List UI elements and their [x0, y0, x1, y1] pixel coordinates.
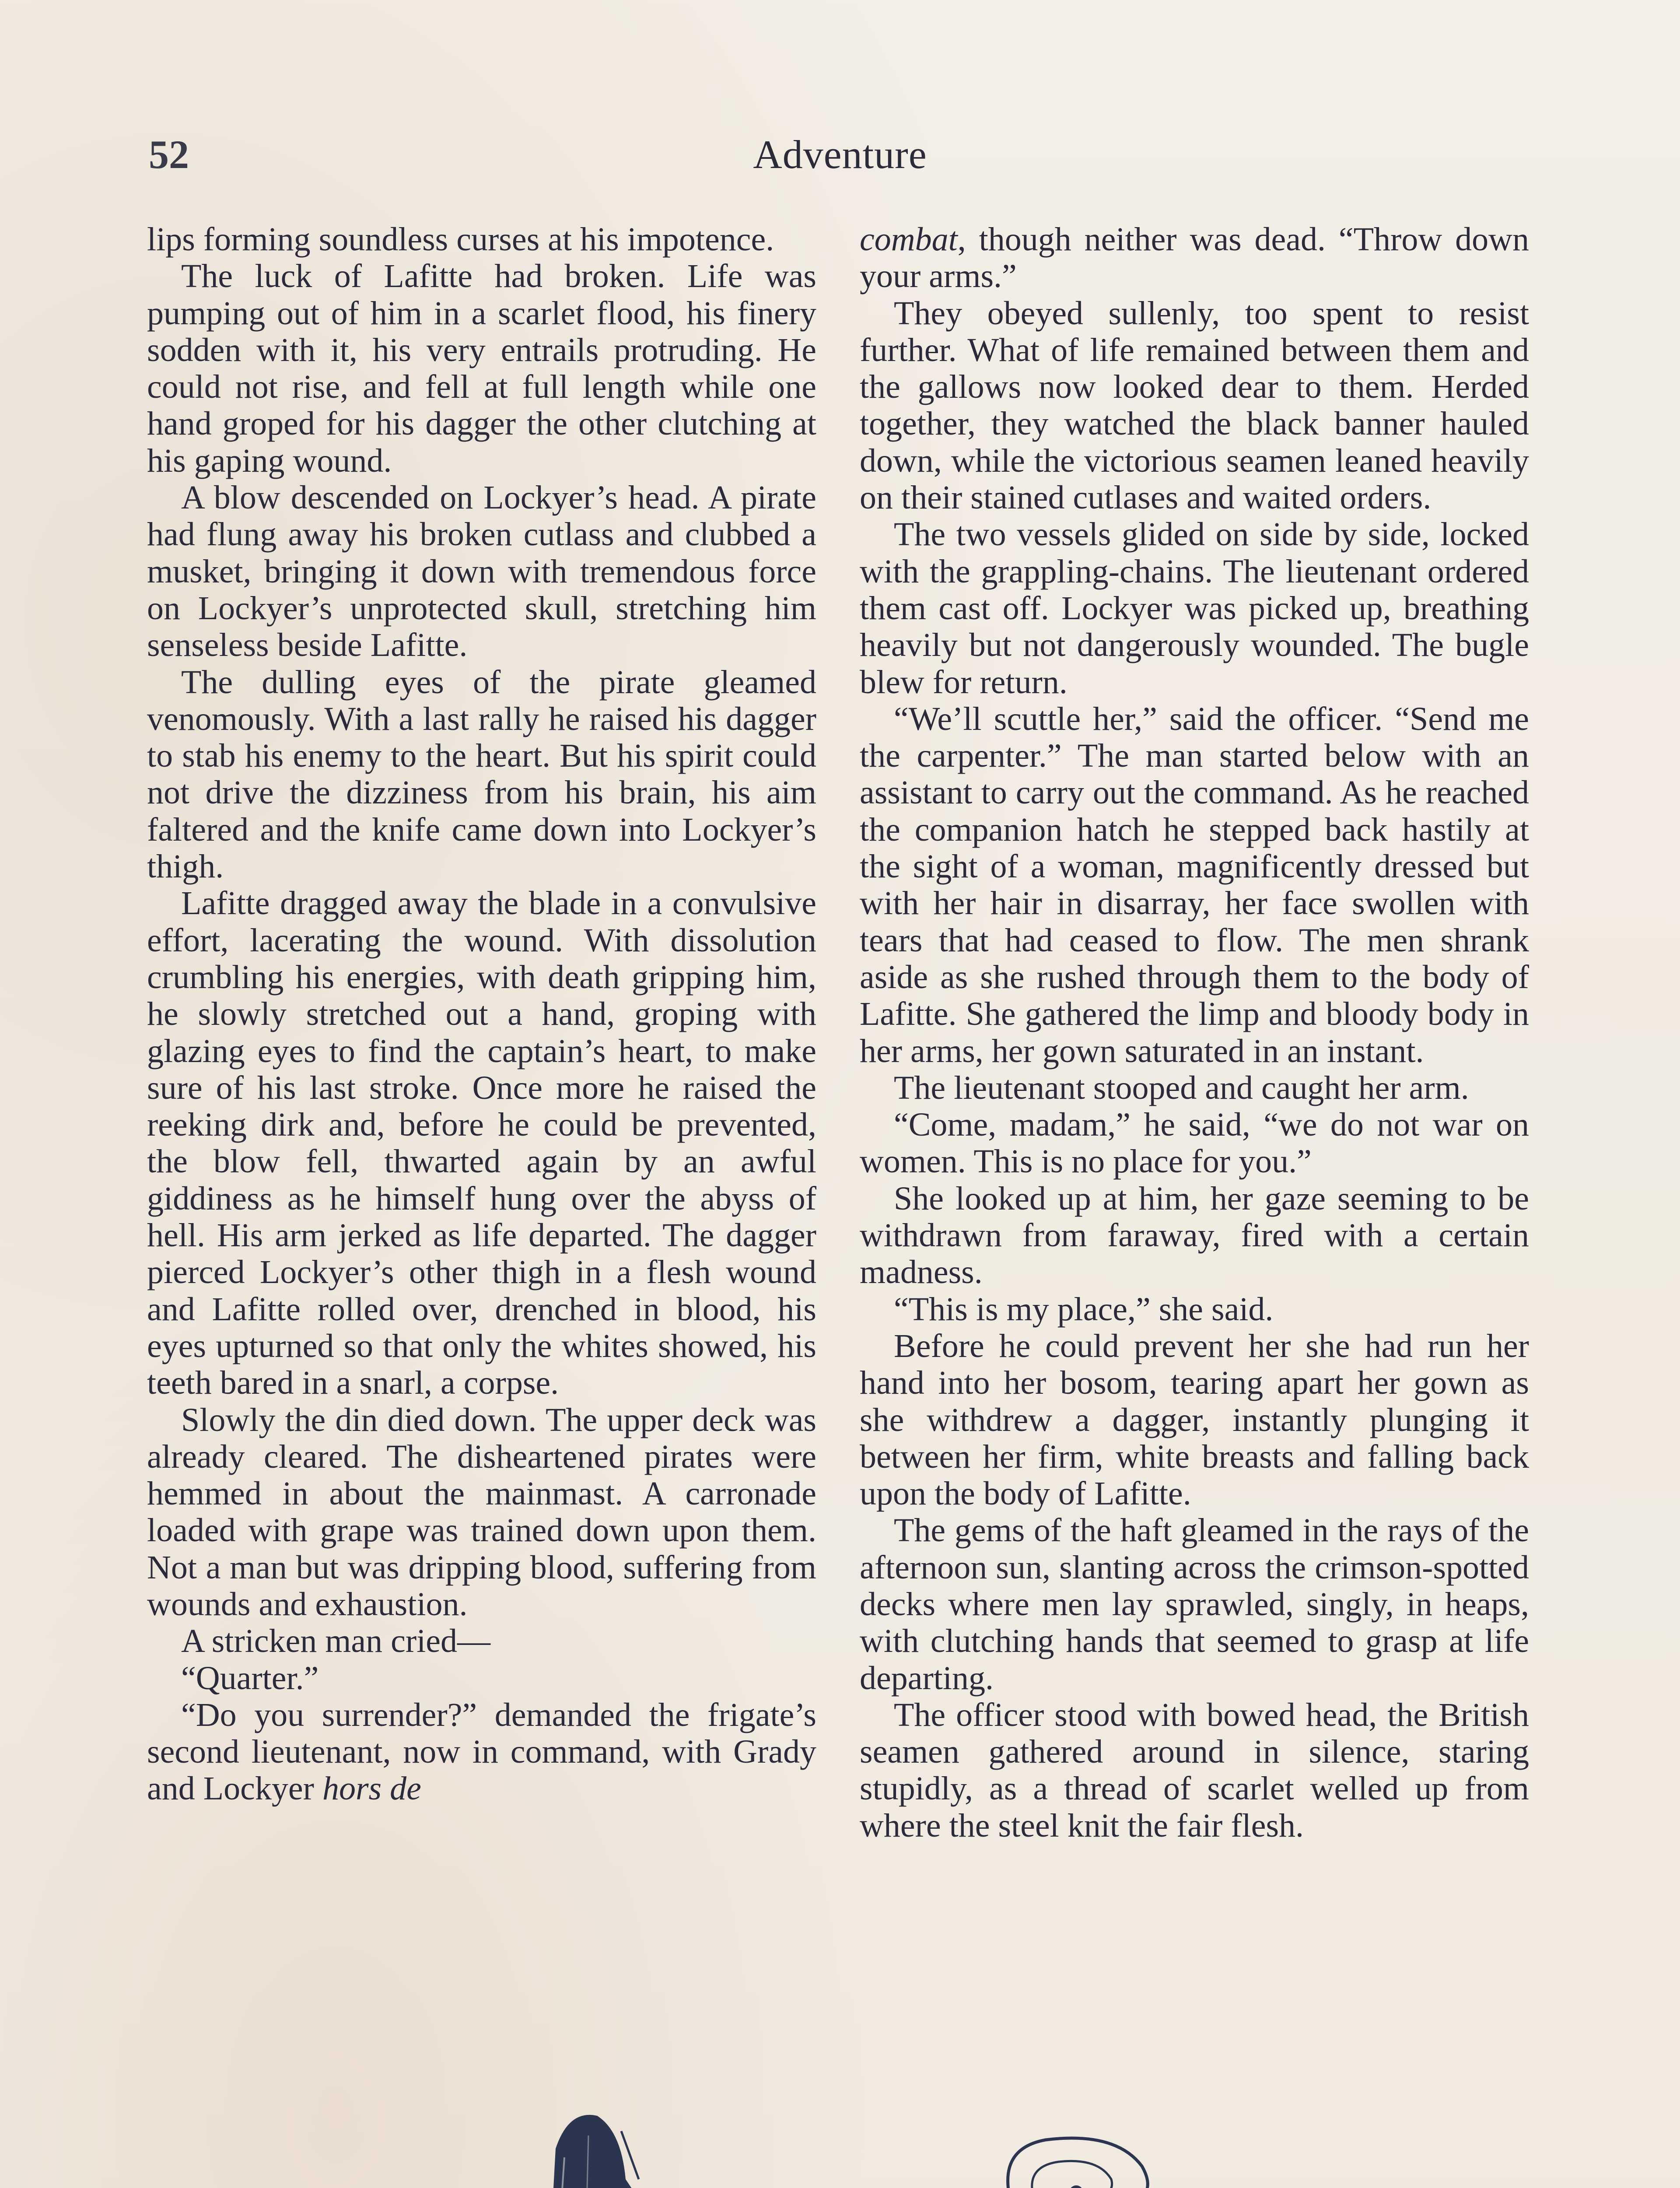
- italic-phrase: combat: [860, 221, 958, 258]
- swimmer-head: [1069, 2185, 1083, 2188]
- paragraph: They obeyed sullenly, too spent to resist further. What of life remained between them and the gallows now looked dear to them. Herded together, they watched the black banner hauled down, while the victorious seamen leaned heavily on their stained cutlases and waited orders.: [860, 295, 1529, 516]
- paragraph: A blow descended on Lockyer’s head. A pirate had flung away his broken cutlass and clubbed a musket, bringing it down with tremendous force on Lockyer’s unprotected skull, stretching him senseless beside Lafitte.: [147, 479, 816, 664]
- paragraph: “This is my place,” she said.: [894, 1290, 1274, 1328]
- paragraph: lips forming soundless curses at his impotence.: [147, 221, 774, 258]
- page-number: 52: [149, 132, 189, 177]
- paragraph: The gems of the haft gleamed in the rays of the afternoon sun, slanting across the crimson-spotted decks where men lay sprawled, singly, in heaps, with clutching hands that seemed to grasp at life departing.: [860, 1512, 1529, 1697]
- paragraph: The officer stood with bowed head, the British seamen gathered around in silence, staring stupidly, as a thread of scarlet welled up from where the steel knit the fair flesh.: [860, 1696, 1529, 1844]
- paragraph: Lafitte dragged away the blade in a convulsive effort, lacerating the wound. With dissolution crumbling his energies, with death gripping him, he slowly stretched out a hand, groping with glazing eyes to find the captain’s heart, to make sure of his last stroke. Once more he raised the reeking dirk and, before he could be prevented, the blow fell, thwarted again by an awful giddiness as he himself hung over the abyss of hell. His arm jerked as life departed. The dagger pierced Lockyer’s other thigh in a flesh wound and Lafitte rolled over, drenched in blood, his eyes upturned so that only the whites showed, his teeth bared in a snarl, a corpse.: [147, 885, 816, 1402]
- ship-and-sea-vignette: [494, 2092, 1177, 2188]
- page-header: [144, 131, 1536, 184]
- paragraph: The luck of Lafitte had broken. Life was pumping out of him in a scarlet flood, his finery sodden with it, his very entrails protruding. He could not rise, and fell at full length while one hand groped for his dagger the other clutching at his gaping wound.: [147, 258, 816, 479]
- splash-loop: [1008, 2138, 1148, 2188]
- right-text-column: [860, 221, 1529, 1844]
- paragraph: Slowly the din died down. The upper deck was already cleared. The disheartened pirates were hemmed in about the mainmast. A carronade loaded with grape was trained down upon them. Not a man but was dripping blood, suffering from wounds and exhaustion.: [147, 1401, 816, 1623]
- paragraph: “Come, madam,” he said, “we do not war on women. This is no place for you.”: [860, 1106, 1529, 1180]
- paragraph: “Do you surrender?” demanded the frigate’s second lieutenant, now in command, with Grady and Lockyer hors de: [147, 1696, 816, 1807]
- paragraph: Before he could prevent her she had run her hand into her bosom, tearing apart her gown as she withdrew a dagger, instantly plunging it between her firm, white breasts and falling back upon the body of Lafitte.: [860, 1327, 1529, 1512]
- paragraph: combat, though neither was dead. “Throw down your arms.”: [860, 221, 1529, 295]
- paragraph: She looked up at him, her gaze seeming to be withdrawn from faraway, fired with a certain madness.: [860, 1180, 1529, 1291]
- paragraph: “Quarter.”: [181, 1659, 319, 1697]
- paragraph: The two vessels glided on side by side, locked with the grappling-chains. The lieutenant ordered them cast off. Lockyer was picked up, breathing heavily but not dangerously wounded. The bugle blew for return.: [860, 516, 1529, 701]
- italic-phrase: hors de: [322, 1770, 421, 1807]
- paragraph: The lieutenant stooped and caught her arm.: [894, 1069, 1469, 1106]
- left-text-column: [147, 221, 816, 1807]
- paragraph: “We’ll scuttle her,” said the officer. “Send me the carpenter.” The man started below with an assistant to carry out the command. As he reached the companion hatch he stepped back hastily at the sight of a woman, magnificently dressed but with her hair in disarray, her face swollen with tears that had ceased to flow. The men shrank aside as she rushed through them to the body of Lafitte. She gathered the limp and bloody body in her arms, her gown saturated in an instant.: [860, 700, 1529, 1069]
- paragraph: A stricken man cried—: [181, 1623, 491, 1660]
- running-title: Adventure: [753, 132, 927, 177]
- paragraph: The dulling eyes of the pirate gleamed venomously. With a last rally he raised his dagger to stab his enemy to the heart. But his spirit could not drive the dizziness from his brain, his aim faltered and the knife came down into Lockyer’s thigh.: [147, 663, 816, 885]
